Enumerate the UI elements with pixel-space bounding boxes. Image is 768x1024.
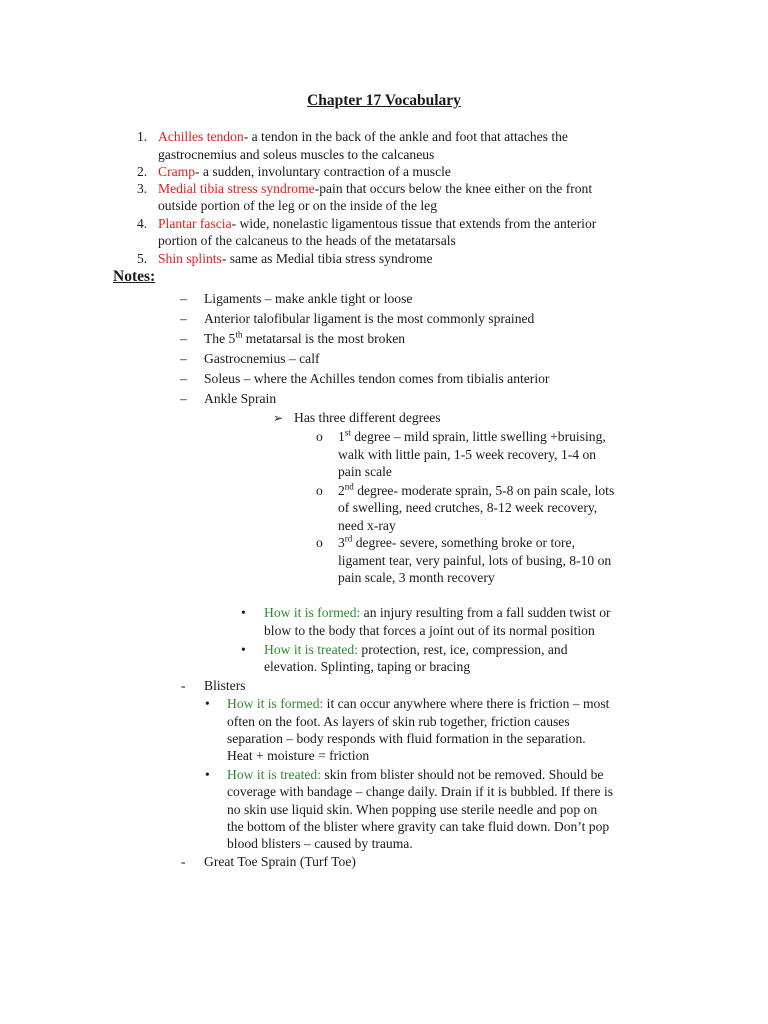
bullet-icon: • <box>241 605 246 620</box>
how-formed: How it is formed: an injury resulting from a fall sudden twist or <box>264 605 611 620</box>
how-treated-cont: no skin use liquid skin. When popping use sterile needle and pop on <box>227 802 598 817</box>
sub-note: Has three different degrees <box>294 410 441 425</box>
vocab-term: Plantar fascia <box>158 216 232 231</box>
vocab-item <box>158 215 596 233</box>
notes-heading: Notes: <box>113 268 156 285</box>
bullet-icon: • <box>205 767 210 782</box>
how-treated-cont: elevation. Splinting, taping or bracing <box>264 659 471 674</box>
arrow-bullet-icon: ➢ <box>273 411 284 425</box>
bullet-icon: • <box>205 696 210 711</box>
how-treated-label: How it is treated: <box>264 642 359 657</box>
degree-item-cont: ligament tear, very painful, lots of busing, 8-10 on <box>338 553 612 568</box>
vocab-definition-cont: outside portion of the leg or on the inside of the leg <box>158 198 437 213</box>
vocab-item <box>158 250 433 268</box>
how-formed: How it is formed: it can occur anywhere where there is friction – most <box>227 696 610 711</box>
degree-item-cont: pain scale <box>338 464 392 479</box>
vocab-definition-cont: portion of the calcaneus to the heads of the metatarsals <box>158 233 456 248</box>
how-formed-cont: separation – body responds with fluid formation in the separation. <box>227 731 586 746</box>
circle-bullet-icon: o <box>316 535 323 550</box>
vocab-definition: - a sudden, involuntary contraction of a muscle <box>195 164 451 179</box>
list-number: 3. <box>137 181 148 196</box>
degree-item-cont: walk with little pain, 1-5 week recovery, 1-4 on <box>338 447 597 462</box>
bullet-icon: • <box>241 642 246 657</box>
vocab-definition-cont: gastrocnemius and soleus muscles to the calcaneus <box>158 147 435 162</box>
note-item: Ligaments – make ankle tight or loose <box>204 291 413 306</box>
how-formed-label: How it is formed: <box>264 605 361 620</box>
dash-marker: – <box>180 291 187 306</box>
hyphen-marker: - <box>181 854 186 869</box>
degree-item: 2nd degree- moderate sprain, 5-8 on pain scale, lots <box>338 481 615 498</box>
degree-item-cont: need x-ray <box>338 518 396 533</box>
note-item: Soleus – where the Achilles tendon comes from tibialis anterior <box>204 371 550 386</box>
vocab-term: Medial tibia stress syndrome <box>158 181 315 196</box>
dash-marker: – <box>180 331 187 346</box>
list-number: 4. <box>137 216 148 231</box>
dash-marker: – <box>180 391 187 406</box>
vocab-definition: - wide, nonelastic ligamentous tissue that extends from the anterior <box>231 216 597 231</box>
how-treated: How it is treated: protection, rest, ice, compression, and <box>264 642 568 657</box>
how-formed-cont: Heat + moisture = friction <box>227 748 370 763</box>
vocab-item <box>158 180 592 198</box>
vocab-definition: - same as Medial tibia stress syndrome <box>221 251 433 266</box>
vocab-item <box>158 128 568 146</box>
hyphen-marker: - <box>181 678 186 693</box>
circle-bullet-icon: o <box>316 429 323 444</box>
how-treated-cont: blood blisters – caused by trauma. <box>227 836 413 851</box>
dash-marker: – <box>180 351 187 366</box>
note-item: Ankle Sprain <box>204 391 277 406</box>
note-item: Gastrocnemius – calf <box>204 351 320 366</box>
degree-item-cont: of swelling, need crutches, 8-12 week recovery, <box>338 500 598 515</box>
degree-item: 3rd degree- severe, something broke or tore, <box>338 533 575 550</box>
page-title: Chapter 17 Vocabulary <box>307 92 461 109</box>
blisters-heading: Blisters <box>204 678 246 693</box>
circle-bullet-icon: o <box>316 483 323 498</box>
list-number: 2. <box>137 164 148 179</box>
degree-item-cont: pain scale, 3 month recovery <box>338 570 495 585</box>
degree-item: 1st degree – mild sprain, little swelling +bruising, <box>338 427 606 444</box>
vocab-term: Achilles tendon <box>158 129 244 144</box>
vocab-definition: - a tendon in the back of the ankle and foot that attaches the <box>243 129 568 144</box>
note-item: Anterior talofibular ligament is the most commonly sprained <box>204 311 535 326</box>
list-number: 1. <box>137 129 148 144</box>
vocab-item <box>158 163 451 181</box>
how-formed-cont: often on the foot. As layers of skin rub together, friction causes <box>227 714 570 729</box>
how-formed-cont: blow to the body that forces a joint out of its normal position <box>264 623 595 638</box>
vocab-definition: -pain that occurs below the knee either on the front <box>314 181 593 196</box>
how-treated-cont: the bottom of the blister where gravity can take fluid down. Don’t pop <box>227 819 610 834</box>
how-formed-label: How it is formed: <box>227 696 324 711</box>
vocab-term: Shin splints <box>158 251 222 266</box>
list-number: 5. <box>137 251 148 266</box>
how-treated-cont: coverage with bandage – change daily. Drain if it is bubbled. If there is <box>227 784 614 799</box>
note-item: The 5th metatarsal is the most broken <box>204 329 406 346</box>
dash-marker: – <box>180 311 187 326</box>
dash-marker: – <box>180 371 187 386</box>
vocab-term: Cramp <box>158 164 195 179</box>
turf-toe-heading: Great Toe Sprain (Turf Toe) <box>204 854 356 869</box>
how-treated: How it is treated: skin from blister should not be removed. Should be <box>227 767 604 782</box>
how-treated-label: How it is treated: <box>227 767 322 782</box>
